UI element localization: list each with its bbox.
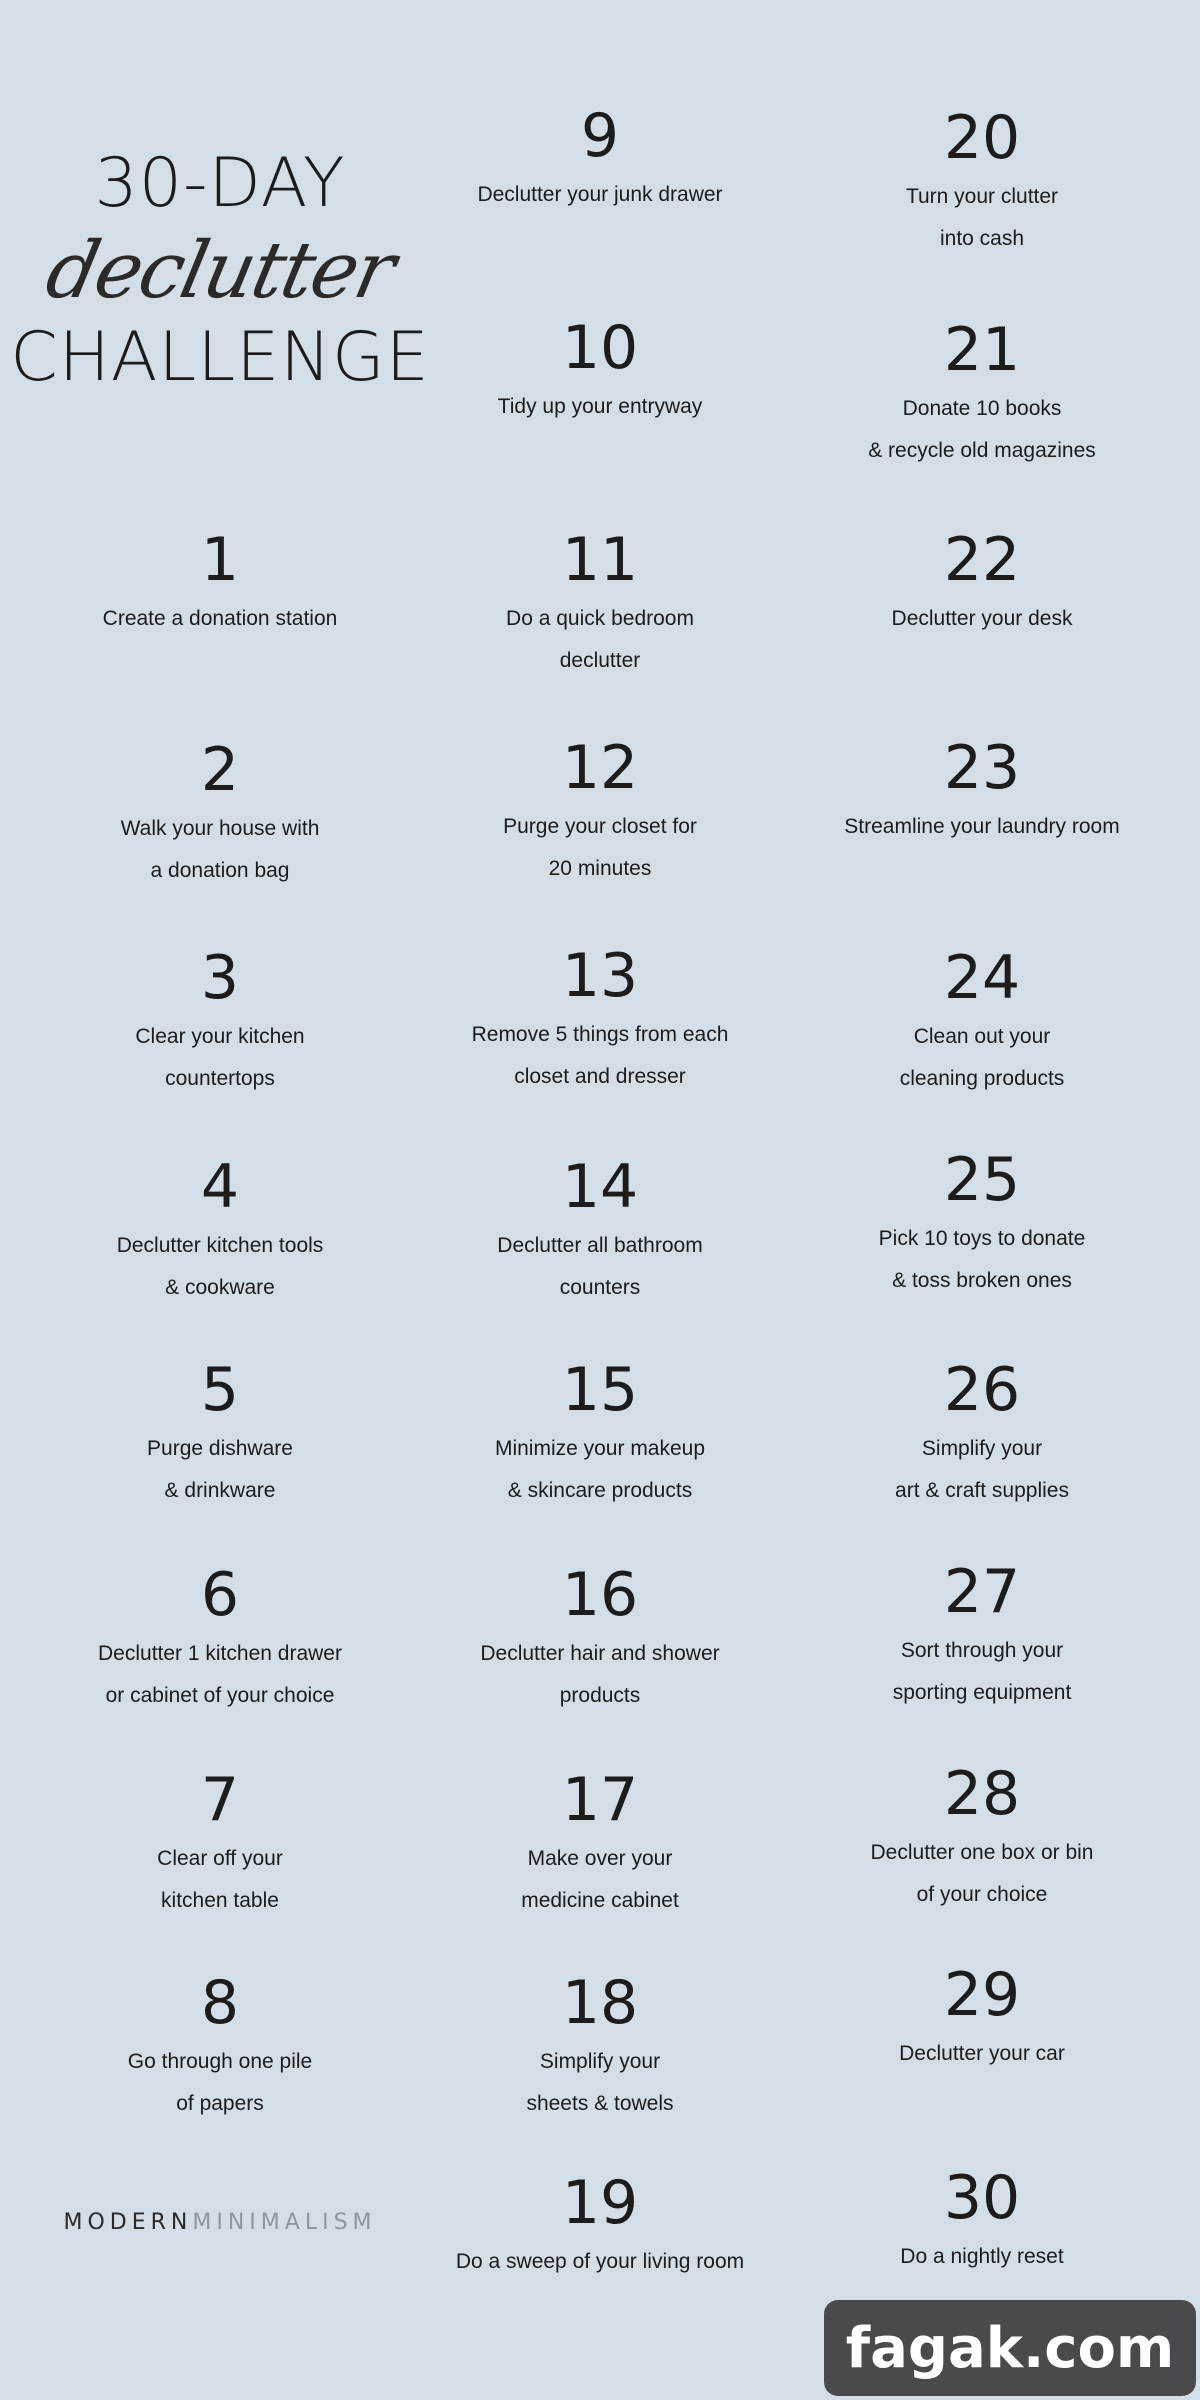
day-task: Sort through your sporting equipment bbox=[892, 1639, 1072, 1704]
day-task: Do a sweep of your living room bbox=[455, 2250, 745, 2273]
day-item bbox=[30, 943, 410, 1100]
day-item bbox=[410, 1765, 790, 1922]
day-item bbox=[30, 525, 410, 640]
day-number: 23 bbox=[943, 733, 1021, 803]
day-number: 10 bbox=[561, 313, 639, 383]
day-number: 1 bbox=[200, 525, 240, 595]
day-number: 20 bbox=[943, 103, 1021, 173]
day-number: 25 bbox=[943, 1145, 1021, 1215]
day-item bbox=[30, 1560, 410, 1717]
day-task: Purge dishware & drinkware bbox=[147, 1437, 293, 1502]
day-task: Do a quick bedroom declutter bbox=[506, 607, 694, 672]
day-number: 28 bbox=[943, 1759, 1021, 1829]
day-item bbox=[30, 735, 410, 892]
day-task: Clear off your kitchen table bbox=[157, 1847, 283, 1912]
day-item bbox=[30, 1152, 410, 1309]
day-task: Clear your kitchen countertops bbox=[135, 1025, 305, 1090]
day-task: Pick 10 toys to donate & toss broken ones bbox=[878, 1227, 1086, 1292]
day-item bbox=[792, 2163, 1172, 2278]
day-task: Create a donation station bbox=[102, 607, 338, 630]
day-item bbox=[410, 1152, 790, 1309]
day-item bbox=[410, 733, 790, 890]
day-task: Streamline your laundry room bbox=[844, 815, 1120, 838]
title-line-challenge: CHALLENGE bbox=[10, 318, 430, 397]
day-item bbox=[792, 1557, 1172, 1714]
day-task: Declutter hair and shower products bbox=[480, 1642, 720, 1707]
day-item bbox=[792, 525, 1172, 640]
day-task: Tidy up your entryway bbox=[497, 395, 703, 418]
brand-word-modern: MODERN bbox=[63, 2210, 193, 2235]
day-number: 13 bbox=[561, 941, 639, 1011]
day-number: 18 bbox=[561, 1968, 639, 2038]
day-task: Go through one pile of papers bbox=[127, 2050, 313, 2115]
day-item bbox=[792, 1145, 1172, 1302]
day-task: Donate 10 books & recycle old magazines bbox=[868, 397, 1096, 462]
page-title bbox=[0, 144, 440, 397]
day-item bbox=[410, 2168, 790, 2283]
day-number: 16 bbox=[561, 1560, 639, 1630]
day-item bbox=[30, 1968, 410, 2125]
day-item bbox=[792, 1960, 1172, 2075]
day-item bbox=[792, 103, 1172, 260]
day-item bbox=[410, 101, 790, 216]
day-item bbox=[30, 1355, 410, 1512]
day-number: 14 bbox=[561, 1152, 639, 1222]
day-number: 22 bbox=[943, 525, 1021, 595]
day-item bbox=[410, 1355, 790, 1512]
day-task: Declutter your junk drawer bbox=[477, 183, 723, 206]
day-number: 6 bbox=[200, 1560, 240, 1630]
day-number: 4 bbox=[200, 1152, 240, 1222]
watermark-badge: fagak.com bbox=[824, 2300, 1196, 2396]
day-number: 12 bbox=[561, 733, 639, 803]
day-number: 7 bbox=[200, 1765, 240, 1835]
day-item bbox=[792, 1355, 1172, 1512]
day-task: Declutter all bathroom counters bbox=[497, 1234, 703, 1299]
day-item bbox=[792, 1759, 1172, 1916]
day-number: 17 bbox=[561, 1765, 639, 1835]
day-number: 26 bbox=[943, 1355, 1021, 1425]
day-item bbox=[410, 525, 790, 682]
day-task: Minimize your makeup & skincare products bbox=[494, 1437, 706, 1502]
day-number: 11 bbox=[561, 525, 639, 595]
brand-word-minimalism: MINIMALISM bbox=[192, 2210, 377, 2235]
day-number: 8 bbox=[200, 1968, 240, 2038]
day-task: Clean out your cleaning products bbox=[899, 1025, 1065, 1090]
brand-logo bbox=[0, 2210, 440, 2235]
day-item bbox=[410, 313, 790, 428]
day-number: 21 bbox=[943, 315, 1021, 385]
day-task: Declutter 1 kitchen drawer or cabinet of your choice bbox=[98, 1642, 342, 1707]
day-number: 27 bbox=[943, 1557, 1021, 1627]
day-number: 15 bbox=[561, 1355, 639, 1425]
day-task: Simplify your sheets & towels bbox=[526, 2050, 674, 2115]
day-number: 2 bbox=[200, 735, 240, 805]
day-number: 19 bbox=[561, 2168, 639, 2238]
day-item bbox=[792, 943, 1172, 1100]
day-task: Do a nightly reset bbox=[900, 2245, 1064, 2268]
day-number: 9 bbox=[580, 101, 620, 171]
day-number: 30 bbox=[943, 2163, 1021, 2233]
day-number: 29 bbox=[943, 1960, 1021, 2030]
day-item bbox=[792, 315, 1172, 472]
day-item bbox=[410, 1560, 790, 1717]
day-number: 3 bbox=[200, 943, 240, 1013]
day-item bbox=[792, 733, 1172, 848]
day-item bbox=[410, 941, 790, 1098]
day-task: Declutter one box or bin of your choice bbox=[870, 1841, 1094, 1906]
day-number: 5 bbox=[200, 1355, 240, 1425]
title-line-30-day: 30-DAY bbox=[94, 144, 346, 223]
day-item bbox=[30, 1765, 410, 1922]
day-task: Turn your clutter into cash bbox=[905, 185, 1059, 250]
day-task: Declutter your desk bbox=[891, 607, 1073, 630]
day-item bbox=[410, 1968, 790, 2125]
day-number: 24 bbox=[943, 943, 1021, 1013]
day-task: Declutter kitchen tools & cookware bbox=[116, 1234, 324, 1299]
day-task: Remove 5 things from each closet and dresser bbox=[471, 1023, 729, 1088]
day-task: Walk your house with a donation bag bbox=[120, 817, 320, 882]
day-task: Simplify your art & craft supplies bbox=[895, 1437, 1069, 1502]
day-task: Make over your medicine cabinet bbox=[521, 1847, 679, 1912]
title-script-declutter: declutter bbox=[38, 226, 402, 316]
day-task: Purge your closet for 20 minutes bbox=[503, 815, 697, 880]
day-task: Declutter your car bbox=[899, 2042, 1065, 2065]
